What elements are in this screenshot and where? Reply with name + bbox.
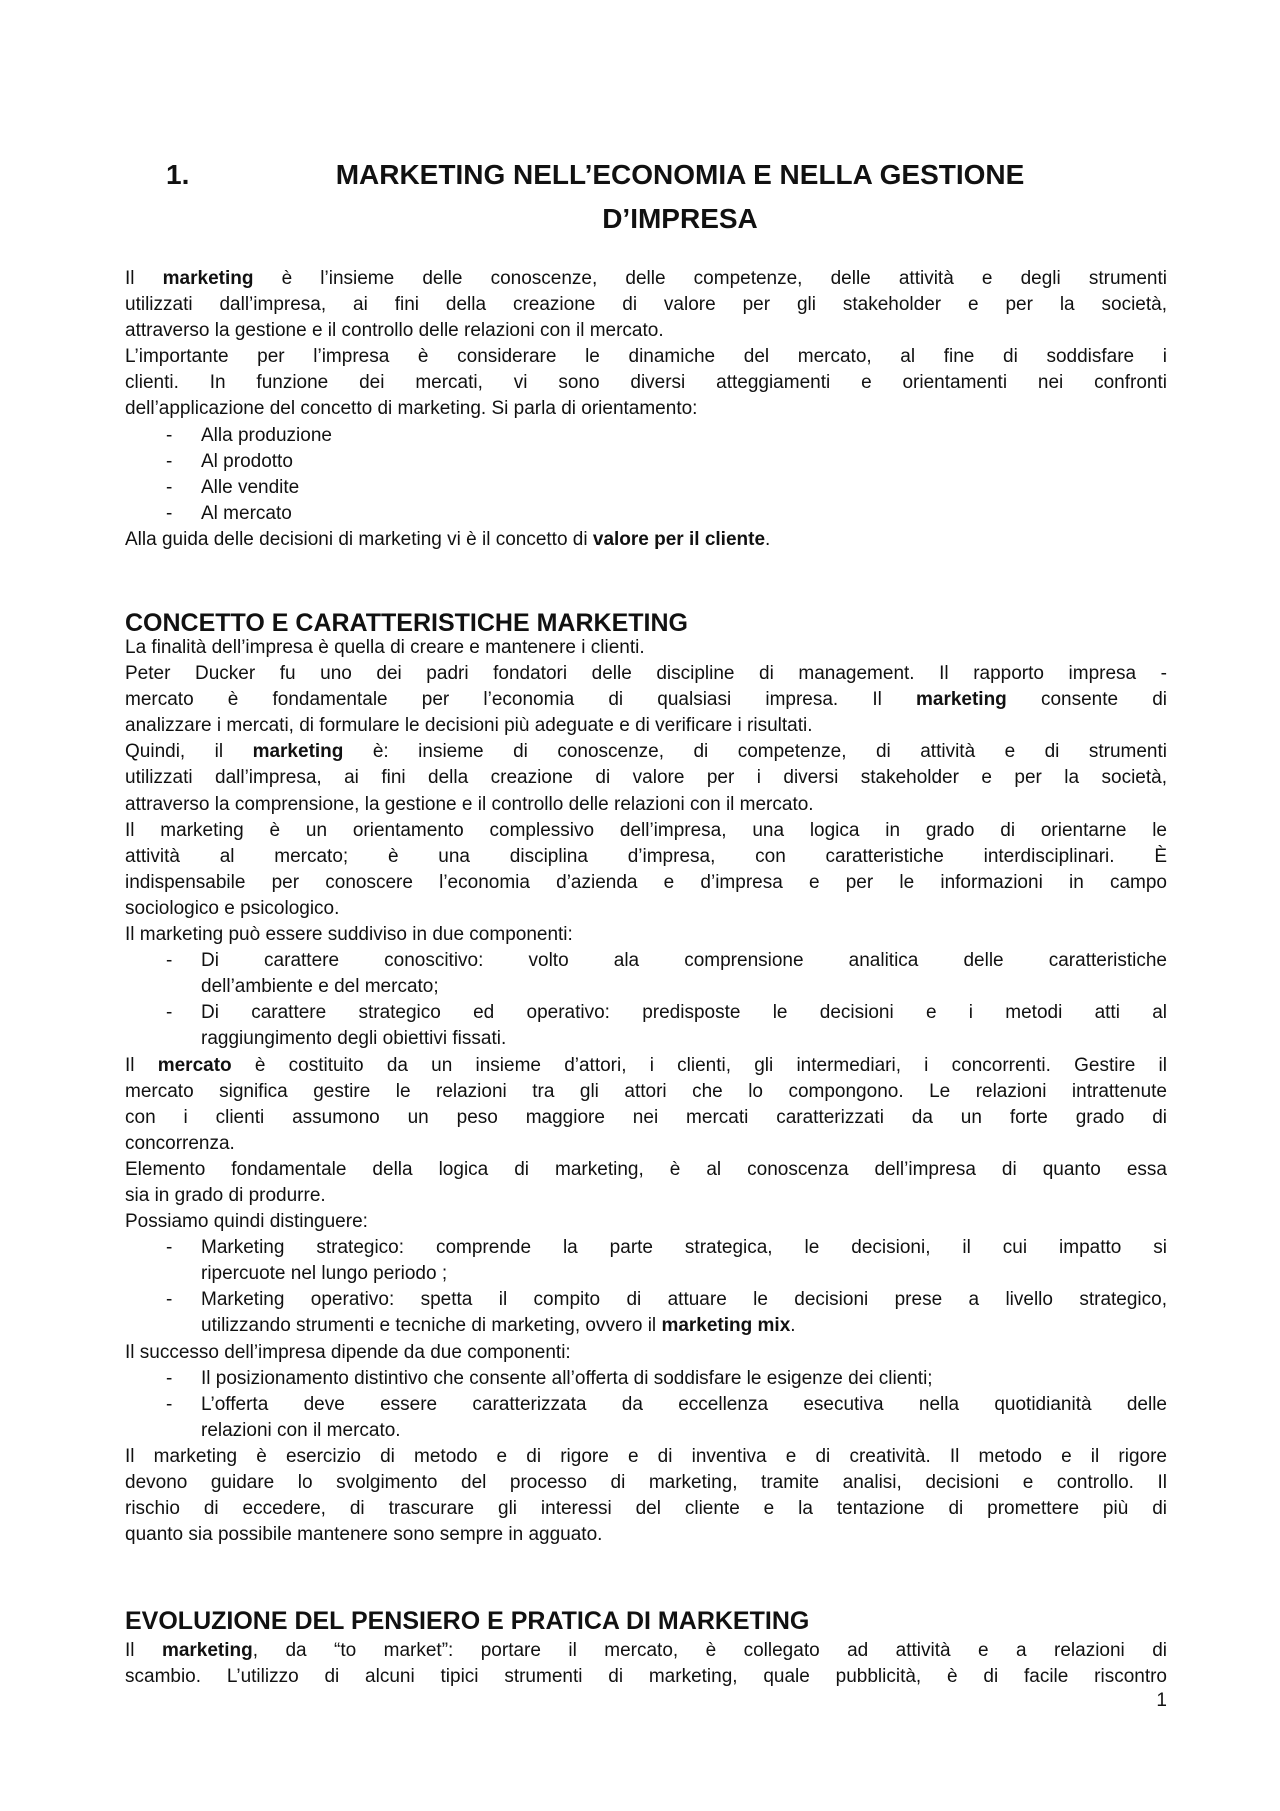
text-line xyxy=(125,1105,1167,1131)
text-line xyxy=(125,922,1167,948)
text-line xyxy=(125,713,1167,739)
text-run: devono guidare lo svolgimento del processo di marketing, tramite analisi, decisioni e controllo. Il xyxy=(125,1472,1167,1493)
text-run: La finalità dell’impresa è quella di creare e mantenere i clienti. xyxy=(125,637,645,658)
chapter-title-line-2: D’IMPRESA xyxy=(602,203,758,234)
text-run: Il marketing è un orientamento complessivo dell’impresa, una logica in grado di orientarne le xyxy=(125,819,1167,841)
text-run: utilizzati dall’impresa, ai fini della creazione di valore per gli stakeholder e per la società, xyxy=(125,294,1167,316)
text-run: Al prodotto xyxy=(201,450,293,472)
text-run: Possiamo quindi distinguere: xyxy=(125,1211,368,1233)
bullet-dash-icon: - xyxy=(166,502,173,524)
list-item-continuation xyxy=(125,1418,1167,1444)
section-heading-concetto: CONCETTO E CARATTERISTICHE MARKETING xyxy=(125,609,688,637)
text-line xyxy=(125,1157,1167,1183)
text-run: Di carattere strategico ed operativo: predisposte le decisioni e i metodi atti al xyxy=(201,1002,1167,1024)
list-item xyxy=(125,1000,1167,1026)
text-line xyxy=(125,792,1167,818)
text-run: . xyxy=(765,528,771,550)
text-run: è: insieme di conoscenze, di competenze, di attività e di strumenti xyxy=(343,741,1167,763)
chapter-title-line-1: MARKETING NELL’ECONOMIA E NELLA GESTIONE xyxy=(335,159,1025,190)
text-line xyxy=(125,635,1167,661)
text-line xyxy=(125,661,1167,687)
text-run: sociologico e psicologico. xyxy=(125,897,340,919)
text-line xyxy=(125,266,1167,292)
text-line xyxy=(125,1340,1167,1366)
text-run: Il xyxy=(125,268,163,289)
text-run: attività al mercato; è una disciplina d’impresa, con caratteristiche interdisciplinari. È xyxy=(125,845,1167,867)
text-line xyxy=(125,396,1167,422)
list-item xyxy=(125,423,1167,449)
evoluzione-section xyxy=(125,1638,1167,1690)
text-line xyxy=(125,1444,1167,1470)
text-run: Il xyxy=(125,1640,162,1661)
text-line xyxy=(125,739,1167,765)
text-line xyxy=(125,1496,1167,1522)
bullet-dash-icon: - xyxy=(166,1393,173,1415)
text-run: è costituito da un insieme d’attori, i clienti, gli intermediari, i concorrenti. Gestire il xyxy=(231,1054,1167,1076)
text-run: Il xyxy=(125,1054,158,1076)
text-line xyxy=(125,344,1167,370)
text-line xyxy=(125,818,1167,844)
text-run: Alla guida delle decisioni di marketing vi è il concetto di xyxy=(125,528,593,550)
section-heading-evoluzione: EVOLUZIONE DEL PENSIERO E PRATICA DI MARKETING xyxy=(125,1607,810,1635)
text-run: Alle vendite xyxy=(201,476,300,498)
text-run: con i clienti assumono un peso maggiore nei mercati caratterizzati da un forte grado di xyxy=(125,1106,1167,1128)
text-line xyxy=(125,1131,1167,1157)
text-run: raggiungimento degli obiettivi fissati. xyxy=(201,1028,507,1050)
text-run: Alla produzione xyxy=(201,424,332,446)
bullet-dash-icon: - xyxy=(166,450,173,472)
text-line xyxy=(125,1664,1167,1690)
text-line xyxy=(125,687,1167,713)
text-run: , da “to market”: portare il mercato, è collegato ad attività e a relazioni di xyxy=(252,1640,1167,1661)
text-line xyxy=(125,1470,1167,1496)
bullet-dash-icon: - xyxy=(166,950,173,972)
text-run: Il marketing può essere suddiviso in due componenti: xyxy=(125,924,573,946)
bold-term: valore per il cliente xyxy=(592,528,766,550)
text-line xyxy=(125,370,1167,396)
list-item-continuation xyxy=(125,1026,1167,1052)
text-run: rischio di eccedere, di trascurare gli interessi del cliente e la tentazione di promettere più di xyxy=(125,1498,1167,1520)
text-run: quanto sia possibile mantenere sono sempre in agguato. xyxy=(125,1524,603,1546)
text-run: L’importante per l’impresa è considerare le dinamiche del mercato, al fine di soddisfare i xyxy=(125,346,1167,368)
text-run: dell’applicazione del concetto di marketing. Si parla di orientamento: xyxy=(125,398,698,420)
text-line xyxy=(125,765,1167,791)
text-run: Elemento fondamentale della logica di marketing, è al conoscenza dell’impresa di quanto essa xyxy=(125,1158,1167,1180)
text-run: ripercuote nel lungo periodo ; xyxy=(201,1263,448,1285)
list-item xyxy=(125,1366,1167,1392)
list-item-continuation xyxy=(125,1313,1167,1339)
text-run: utilizzati dall’impresa, ai fini della creazione di valore per i diversi stakeholder e per la società, xyxy=(125,767,1167,789)
text-run: utilizzando strumenti e tecniche di marketing, ovvero il xyxy=(201,1315,662,1337)
text-line xyxy=(125,1079,1167,1105)
list-item xyxy=(125,501,1167,527)
bold-term: marketing xyxy=(162,268,254,289)
text-run: clienti. In funzione dei mercati, vi sono diversi atteggiamenti e orientamenti nei confronti xyxy=(125,372,1167,394)
text-run: sia in grado di produrre. xyxy=(125,1184,326,1206)
bold-term: mercato xyxy=(157,1054,232,1076)
bold-term: marketing xyxy=(161,1640,253,1661)
list-item xyxy=(125,475,1167,501)
text-run: Peter Ducker fu uno dei padri fondatori delle discipline di management. Il rapporto impresa - xyxy=(125,663,1167,685)
text-run: Di carattere conoscitivo: volto ala comprensione analitica delle caratteristiche xyxy=(201,950,1167,972)
bold-term: marketing mix xyxy=(661,1315,791,1337)
page-number: 1 xyxy=(1156,1690,1167,1711)
list-item-continuation xyxy=(125,1261,1167,1287)
text-run: Al mercato xyxy=(201,502,292,524)
list-item xyxy=(125,1392,1167,1418)
text-run: consente di xyxy=(1006,689,1167,711)
text-run: indispensabile per conoscere l’economia d’azienda e d’impresa e per le informazioni in campo xyxy=(125,871,1167,893)
list-item-continuation xyxy=(125,974,1167,1000)
text-run: scambio. L’utilizzo di alcuni tipici strumenti di marketing, quale pubblicità, è di facile riscontro xyxy=(125,1666,1167,1688)
text-run: Marketing operativo: spetta il compito di attuare le decisioni prese a livello strategico, xyxy=(201,1289,1167,1311)
text-run: concorrenza. xyxy=(125,1132,235,1154)
text-line xyxy=(125,292,1167,318)
text-run: analizzare i mercati, di formulare le decisioni più adeguate e di verificare i risultati. xyxy=(125,715,813,737)
text-run: attraverso la comprensione, la gestione e il controllo delle relazioni con il mercato. xyxy=(125,793,814,815)
text-line xyxy=(125,1522,1167,1548)
concetto-section xyxy=(125,635,1167,1548)
bullet-dash-icon: - xyxy=(166,476,173,498)
text-run: relazioni con il mercato. xyxy=(201,1419,401,1441)
text-line xyxy=(125,1053,1167,1079)
text-line xyxy=(125,1638,1167,1664)
text-run: dell’ambiente e del mercato; xyxy=(201,976,439,998)
text-line xyxy=(125,1183,1167,1209)
text-run: mercato è fondamentale per l’economia di qualsiasi impresa. Il xyxy=(125,689,916,711)
bullet-dash-icon: - xyxy=(166,1002,173,1024)
bullet-dash-icon: - xyxy=(166,1289,173,1311)
chapter-number: 1. xyxy=(166,159,190,190)
list-item xyxy=(125,1235,1167,1261)
bold-term: marketing xyxy=(252,741,344,763)
text-line xyxy=(125,844,1167,870)
text-run: Marketing strategico: comprende la parte strategica, le decisioni, il cui impatto si xyxy=(201,1237,1167,1259)
text-run: Il successo dell’impresa dipende da due componenti: xyxy=(125,1341,571,1363)
bold-term: marketing xyxy=(915,689,1007,711)
text-run: . xyxy=(790,1315,796,1337)
text-line xyxy=(125,318,1167,344)
list-item xyxy=(125,948,1167,974)
text-run: Il marketing è esercizio di metodo e di rigore e di inventiva e di creatività. Il metodo e il rigore xyxy=(125,1445,1167,1467)
text-line xyxy=(125,527,1167,553)
text-run: Il posizionamento distintivo che consente all’offerta di soddisfare le esigenze dei clienti; xyxy=(201,1367,933,1389)
text-line xyxy=(125,896,1167,922)
text-run: attraverso la gestione e il controllo delle relazioni con il mercato. xyxy=(125,320,664,342)
bullet-dash-icon: - xyxy=(166,424,173,446)
list-item xyxy=(125,1287,1167,1313)
text-run: L’offerta deve essere caratterizzata da eccellenza esecutiva nella quotidianità delle xyxy=(201,1393,1167,1415)
text-line xyxy=(125,1209,1167,1235)
intro-section xyxy=(125,266,1167,553)
bullet-dash-icon: - xyxy=(166,1237,173,1259)
text-run: è l’insieme delle conoscenze, delle competenze, delle attività e degli strumenti xyxy=(253,268,1167,289)
bullet-dash-icon: - xyxy=(166,1367,173,1389)
list-item xyxy=(125,449,1167,475)
text-run: mercato significa gestire le relazioni tra gli attori che lo compongono. Le relazioni intrattenute xyxy=(125,1080,1167,1102)
text-line xyxy=(125,870,1167,896)
text-run: Quindi, il xyxy=(125,741,253,763)
